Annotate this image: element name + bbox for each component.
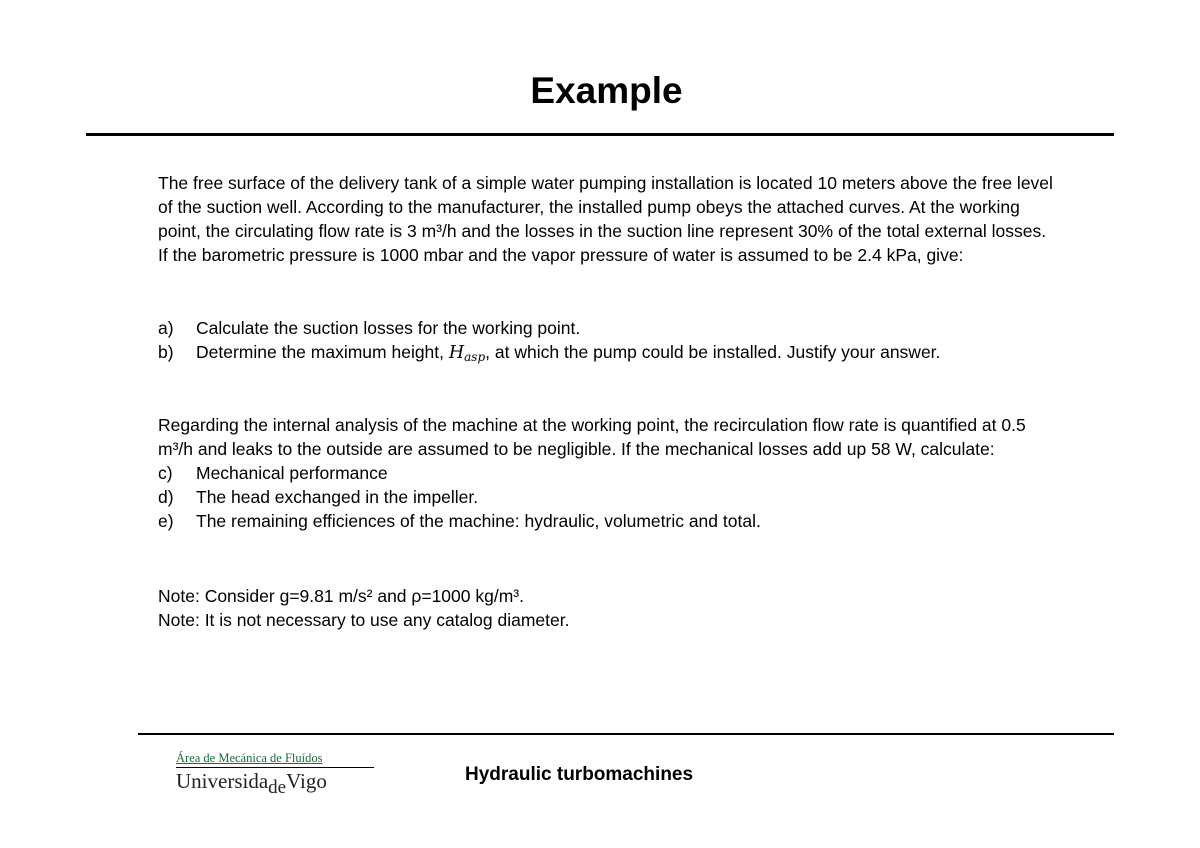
university-logo [176, 751, 376, 796]
internal-analysis [158, 413, 1058, 533]
question-c [158, 461, 1058, 485]
question-text [196, 340, 940, 365]
logo-university-name: UniversidadeVigo [176, 769, 327, 798]
question-marker: c) [158, 463, 173, 483]
question-text: The head exchanged in the impeller. [196, 487, 479, 507]
question-text: The remaining efficiences of the machine: hydraulic, volumetric and total. [196, 511, 761, 531]
note-constants: Note: Consider g=9.81 m/s² and ρ=1000 kg/m³. [158, 586, 524, 606]
question-text: Mechanical performance [196, 463, 388, 483]
question-list-1 [158, 316, 1058, 365]
question-marker: e) [158, 511, 174, 531]
question-a [158, 316, 1058, 340]
note-diameter: Note: It is not necessary to use any catalog diameter. [158, 610, 570, 630]
page-title: Example [530, 70, 683, 111]
title-divider [86, 133, 1114, 136]
question-marker: d) [158, 487, 174, 507]
footer-divider [138, 733, 1114, 735]
intro-paragraph: The free surface of the delivery tank of a simple water pumping installation is located 10 meters above the free level of the suction well. According to the manufacturer, the installed pump obeys the attached curves. At the working point, the circulating flow rate is 3 m³/h and the losses in the suction line represent 30% of the total external losses. If the barometric pressure is 1000 mbar and the vapor pressure of water is assumed to be 2.4 kPa, give: [158, 173, 1053, 265]
notes [158, 584, 1058, 632]
question-marker: a) [158, 318, 174, 338]
height-symbol: $H_{asp}$ [448, 343, 486, 364]
course-name: Hydraulic turbomachines [465, 764, 694, 785]
logo-department: Área de Mecánica de Fluídos [176, 751, 323, 765]
question-text-after: , at which the pump could be installed. Justify your answer. [485, 342, 941, 362]
question-d [158, 485, 1058, 509]
problem-statement [158, 171, 1058, 267]
question-text-before: Determine the maximum height, [196, 342, 449, 362]
question-text: Calculate the suction losses for the working point. [196, 318, 581, 338]
internal-analysis-paragraph: Regarding the internal analysis of the machine at the working point, the recirculation flow rate is quantified at 0.5 m³/h and leaks to the outside are assumed to be negligible. If the mechanical losses add up 58 W, calculate: [158, 415, 1026, 459]
question-marker: b) [158, 342, 174, 362]
question-b [158, 340, 1058, 365]
question-e [158, 509, 1058, 533]
